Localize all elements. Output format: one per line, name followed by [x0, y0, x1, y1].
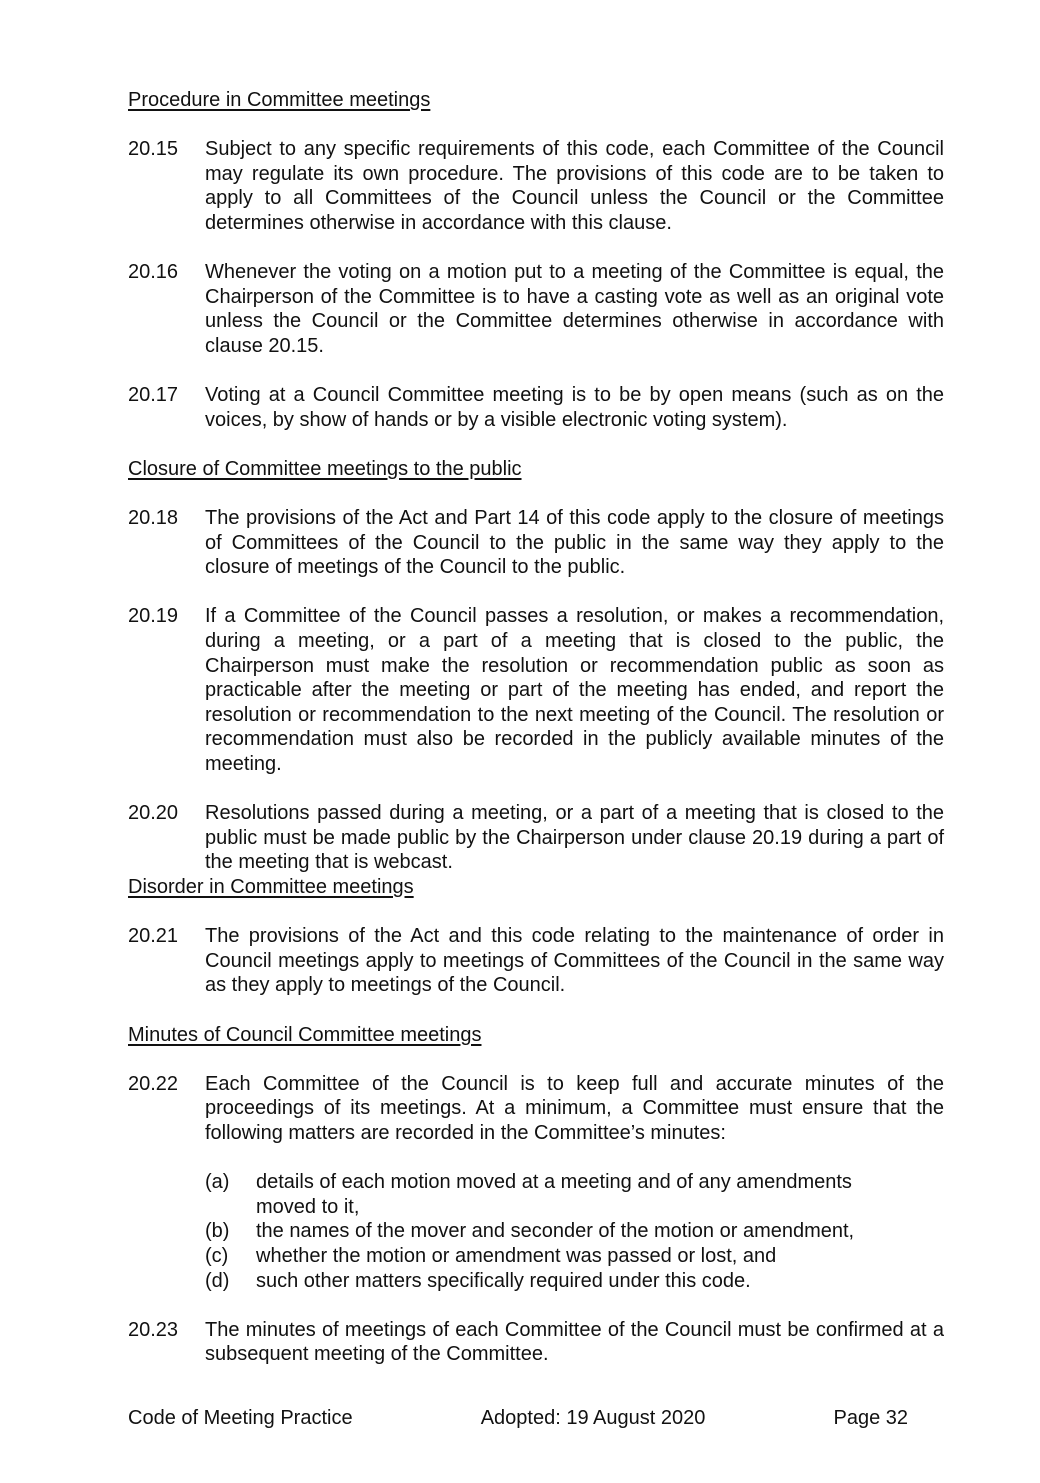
clause-number: 20.22 [128, 1072, 179, 1095]
list-item [205, 1170, 944, 1219]
clause-text: The provisions of the Act and Part 14 of this code apply to the closure of meetings of Committees of the Council to the public in the same way they apply to the closure of meetings of the Council to the public. [205, 507, 944, 579]
footer-adopted-date: Adopted: 19 August 2020 [480, 1407, 706, 1429]
list-item-label: (a) [205, 1171, 230, 1194]
list-item-label: (b) [205, 1220, 230, 1243]
clause-number: 20.17 [128, 384, 179, 407]
page-footer [128, 1406, 908, 1431]
clause-number: 20.20 [128, 802, 179, 825]
clause [128, 137, 944, 235]
minutes-requirements-list [205, 1170, 944, 1293]
document-body [128, 88, 944, 1367]
list-item [205, 1219, 944, 1244]
clause-text: Each Committee of the Council is to keep full and accurate minutes of the proceedings of its meetings. At a minimum, a Committee must ensure that the following matters are recorded in the Committee’s minutes: [205, 1072, 944, 1144]
clause [128, 506, 944, 580]
section-heading: Disorder in Committee meetings [128, 876, 414, 898]
clause-text: Voting at a Council Committee meeting is to be by open means (such as on the voices, by show of hands or by a visible electronic voting system). [205, 384, 944, 431]
list-item [205, 1244, 944, 1269]
section-heading: Minutes of Council Committee meetings [128, 1023, 482, 1046]
list-item-label: (c) [205, 1244, 229, 1267]
clause-number: 20.18 [128, 507, 179, 530]
clause [128, 801, 944, 875]
clause-text: The minutes of meetings of each Committee of the Council must be confirmed at a subsequent meeting of the Committee. [205, 1318, 944, 1366]
clause-number: 20.23 [128, 1318, 179, 1341]
footer-document-title: Code of Meeting Practice [128, 1407, 353, 1429]
clause [128, 1318, 944, 1367]
clause-text: Whenever the voting on a motion put to a meeting of the Committee is equal, the Chairperson of the Committee is to have a casting vote as well as an original vote unless the Council or the Committee determines otherwise in accordance with clause 20.15. [205, 261, 944, 357]
section-heading: Closure of Committee meetings to the public [128, 457, 522, 480]
clause-text: The provisions of the Act and this code relating to the maintenance of order in Council meetings apply to meetings of Committees of the Council in the same way as they apply to meetings of the Council. [205, 925, 944, 997]
clause-number: 20.21 [128, 925, 179, 948]
footer-page-number: Page 32 [833, 1407, 908, 1429]
clause-number: 20.19 [128, 605, 179, 628]
list-item-text: whether the motion or amendment was passed or lost, and [256, 1244, 777, 1267]
list-item-label: (d) [205, 1269, 230, 1292]
clause [128, 1072, 944, 1146]
clause-number: 20.16 [128, 261, 179, 284]
list-item-text: the names of the mover and seconder of the motion or amendment, [256, 1220, 855, 1243]
section-heading: Procedure in Committee meetings [128, 89, 431, 111]
list-item-text: details of each motion moved at a meeting and of any amendments moved to it, [256, 1171, 852, 1218]
clause-text: If a Committee of the Council passes a resolution, or makes a recommendation, during a meeting, or a part of a meeting that is closed to the public, the Chairperson must make the resolution or recommendation public as soon as practicable after the meeting or part of the meeting has ended, and report the resolution or recommendation to the next meeting of the Council. The resolution or recommendation must also be recorded in the publicly available minutes of the meeting. [205, 605, 944, 776]
list-item [205, 1269, 944, 1294]
clause-text: Resolutions passed during a meeting, or a part of a meeting that is closed to the public must be made public by the Chairperson under clause 20.19 during a part of the meeting that is webcast. [205, 802, 944, 874]
list-item-text: such other matters specifically required under this code. [256, 1269, 751, 1292]
clause-text: Subject to any specific requirements of this code, each Committee of the Council may regulate its own procedure. The provisions of this code are to be taken to apply to all Committees of the Council unless the Council or the Committee determines otherwise in accordance with this clause. [205, 138, 944, 234]
clause [128, 604, 944, 776]
clause [128, 924, 944, 998]
clause-number: 20.15 [128, 138, 179, 161]
clause [128, 383, 944, 432]
clause [128, 260, 944, 358]
